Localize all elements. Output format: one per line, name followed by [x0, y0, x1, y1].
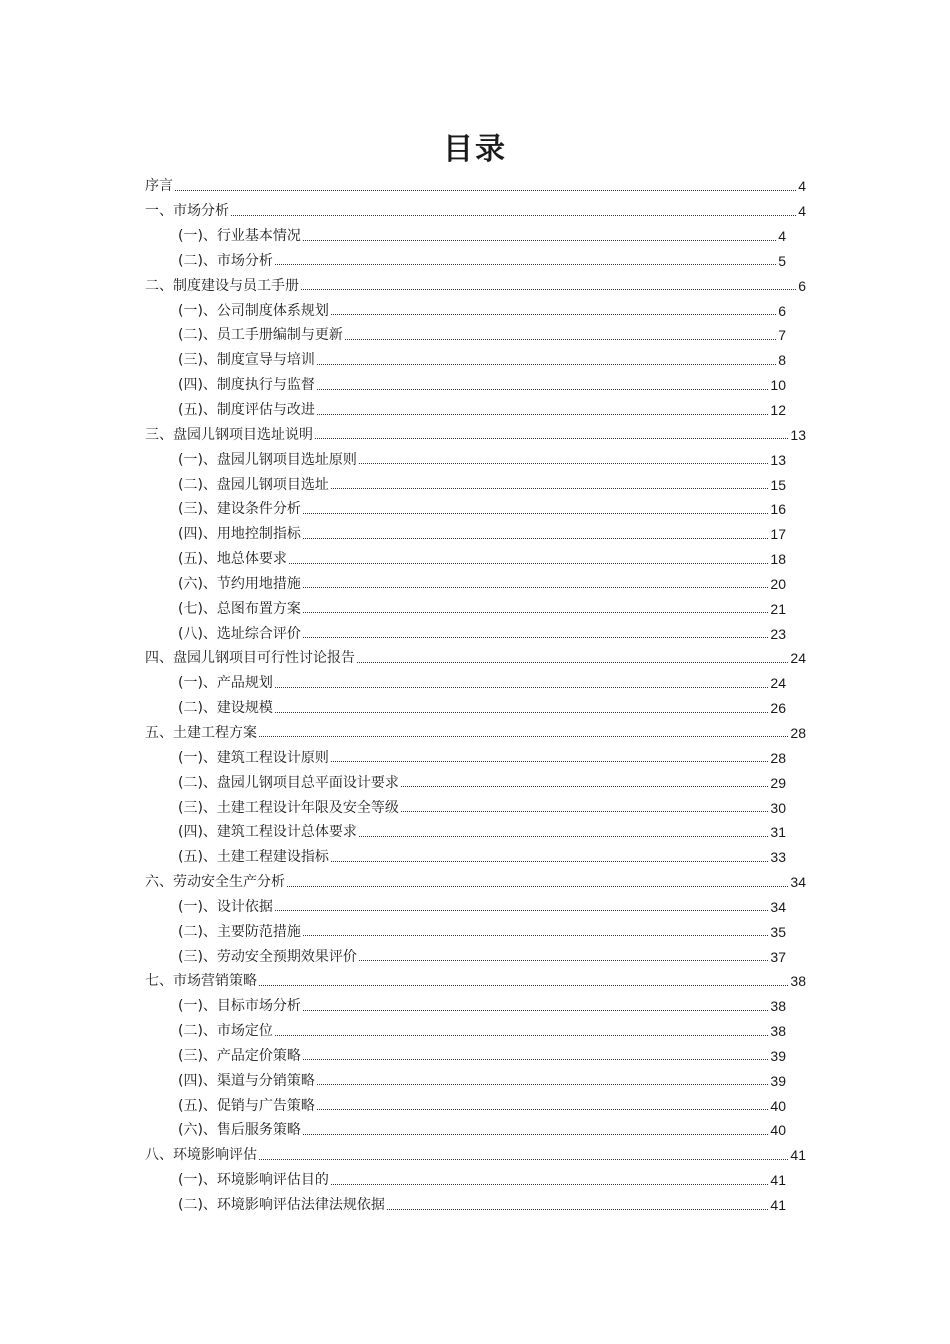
- toc-entry-label: (五)、制度评估与改进: [178, 402, 315, 419]
- toc-entry-page-number: 38: [790, 973, 806, 990]
- dot-leader: [303, 240, 776, 241]
- toc-entry-label: (二)、盘园儿钢项目总平面设计要求: [178, 774, 399, 791]
- dot-leader: [303, 637, 768, 638]
- toc-entry-label: (一)、盘园儿钢项目选址原则: [178, 451, 357, 468]
- dot-leader: [303, 1134, 768, 1135]
- dot-leader: [303, 513, 768, 514]
- toc-section-entry[interactable]: [145, 323, 806, 348]
- toc-entry-label: (三)、产品定价策略: [178, 1047, 301, 1064]
- toc-section-entry[interactable]: [145, 845, 806, 870]
- toc-entry-page-number: 29: [770, 774, 786, 791]
- dot-leader: [331, 488, 768, 489]
- dot-leader: [317, 389, 768, 390]
- toc-entry-label: (二)、市场分析: [178, 252, 273, 269]
- toc-entry-page-number: 8: [778, 352, 786, 369]
- toc-entry-page-number: 34: [770, 898, 786, 915]
- toc-section-entry[interactable]: [145, 1019, 806, 1044]
- toc-entry-page-number: 6: [778, 302, 786, 319]
- toc-entry-label: (五)、地总体要求: [178, 551, 287, 568]
- toc-entry-label: 四、盘园儿钢项目可行性讨论报告: [145, 650, 355, 667]
- toc-entry-page-number: 20: [770, 575, 786, 592]
- toc-entry-page-number: 41: [770, 1172, 786, 1189]
- toc-entry-label: 八、环境影响评估: [145, 1147, 257, 1164]
- toc-section-entry[interactable]: [145, 944, 806, 969]
- toc-section-entry[interactable]: [145, 1118, 806, 1143]
- toc-entry-page-number: 4: [798, 178, 806, 195]
- dot-leader: [317, 1084, 768, 1085]
- toc-entry-label: (五)、促销与广告策略: [178, 1097, 315, 1114]
- toc-entry-label: 序言: [145, 178, 173, 195]
- toc-section-entry[interactable]: [145, 596, 806, 621]
- toc-entry-label: 五、土建工程方案: [145, 724, 257, 741]
- dot-leader: [275, 712, 768, 713]
- dot-leader: [317, 1109, 768, 1110]
- dot-leader: [303, 587, 768, 588]
- toc-entry-label: (一)、设计依据: [178, 898, 273, 915]
- toc-entry-label: (二)、市场定位: [178, 1023, 273, 1040]
- dot-leader: [359, 463, 768, 464]
- toc-entry-label: (一)、环境影响评估目的: [178, 1172, 329, 1189]
- toc-entry-page-number: 31: [770, 824, 786, 841]
- toc-entry-page-number: 4: [798, 203, 806, 220]
- toc-entry-label: (一)、公司制度体系规划: [178, 302, 329, 319]
- dot-leader: [303, 538, 768, 539]
- dot-leader: [259, 736, 788, 737]
- dot-leader: [331, 861, 768, 862]
- toc-entry-label: (一)、建筑工程设计原则: [178, 749, 329, 766]
- dot-leader: [303, 612, 768, 613]
- toc-entry-label: (一)、行业基本情况: [178, 228, 301, 245]
- toc-entry-page-number: 41: [770, 1197, 786, 1214]
- toc-entry-label: 三、盘园儿钢项目选址说明: [145, 426, 313, 443]
- toc-entry-page-number: 13: [790, 426, 806, 443]
- toc-entry-label: (六)、节约用地措施: [178, 575, 301, 592]
- page-title: 目录: [443, 132, 507, 167]
- toc-entry-label: 一、市场分析: [145, 203, 229, 220]
- dot-leader: [331, 314, 776, 315]
- toc-entry-page-number: 24: [770, 675, 786, 692]
- toc-entry-label: (三)、土建工程设计年限及安全等级: [178, 799, 399, 816]
- dot-leader: [401, 811, 768, 812]
- dot-leader: [303, 1010, 768, 1011]
- toc-entry-page-number: 26: [770, 700, 786, 717]
- toc-entry-label: (二)、环境影响评估法律法规依据: [178, 1197, 385, 1214]
- toc-entry-page-number: 34: [790, 874, 806, 891]
- toc-section-entry[interactable]: [145, 919, 806, 944]
- dot-leader: [275, 687, 768, 688]
- toc-section-entry[interactable]: [145, 298, 806, 323]
- toc-entry-page-number: 23: [770, 625, 786, 642]
- toc-section-entry[interactable]: [145, 547, 806, 572]
- toc-section-entry[interactable]: [145, 224, 806, 249]
- dot-leader: [275, 264, 776, 265]
- toc-section-entry[interactable]: [145, 994, 806, 1019]
- toc-entry-label: (一)、产品规划: [178, 675, 273, 692]
- toc-entry-label: (八)、选址综合评价: [178, 625, 301, 642]
- toc-entry-page-number: 39: [770, 1047, 786, 1064]
- toc-entry-label: (四)、建筑工程设计总体要求: [178, 824, 357, 841]
- toc-section-entry[interactable]: [145, 745, 806, 770]
- toc-section-entry[interactable]: [145, 249, 806, 274]
- toc-section-entry[interactable]: [145, 1068, 806, 1093]
- toc-entry-label: (二)、员工手册编制与更新: [178, 327, 343, 344]
- toc-entry-label: (四)、用地控制指标: [178, 526, 301, 543]
- toc-entry-page-number: 38: [770, 1023, 786, 1040]
- toc-chapter-entry[interactable]: [145, 1143, 806, 1168]
- toc-section-entry[interactable]: [145, 472, 806, 497]
- dot-leader: [359, 836, 768, 837]
- toc-entry-page-number: 18: [770, 551, 786, 568]
- toc-entry-page-number: 24: [790, 650, 806, 667]
- toc-entry-label: (三)、劳动安全预期效果评价: [178, 948, 357, 965]
- toc-section-entry[interactable]: [145, 373, 806, 398]
- toc-entry-page-number: 10: [770, 377, 786, 394]
- toc-chapter-entry[interactable]: [145, 174, 806, 199]
- toc-entry-page-number: 13: [770, 451, 786, 468]
- toc-section-entry[interactable]: [145, 348, 806, 373]
- dot-leader: [401, 786, 768, 787]
- toc-entry-label: (二)、建设规模: [178, 700, 273, 717]
- toc-entry-page-number: 40: [770, 1122, 786, 1139]
- toc-entry-page-number: 37: [770, 948, 786, 965]
- toc-section-entry[interactable]: [145, 894, 806, 919]
- dot-leader: [387, 1209, 768, 1210]
- toc-entry-page-number: 39: [770, 1072, 786, 1089]
- toc-entry-page-number: 17: [770, 526, 786, 543]
- toc-entry-label: (四)、制度执行与监督: [178, 377, 315, 394]
- toc-section-entry[interactable]: [145, 1093, 806, 1118]
- toc-entry-label: 六、劳动安全生产分析: [145, 874, 285, 891]
- toc-entry-page-number: 38: [770, 998, 786, 1015]
- toc-section-entry[interactable]: [145, 1168, 806, 1193]
- toc-chapter-entry[interactable]: [145, 422, 806, 447]
- toc-chapter-entry[interactable]: [145, 721, 806, 746]
- toc-entry-label: 二、制度建设与员工手册: [145, 277, 299, 294]
- dot-leader: [345, 339, 776, 340]
- toc-entry-page-number: 5: [778, 252, 786, 269]
- toc-section-entry[interactable]: [145, 671, 806, 696]
- toc-entry-label: 七、市场营销策略: [145, 973, 257, 990]
- toc-section-entry[interactable]: [145, 621, 806, 646]
- toc-entry-label: (四)、渠道与分销策略: [178, 1072, 315, 1089]
- dot-leader: [301, 289, 796, 290]
- dot-leader: [331, 761, 768, 762]
- toc-section-entry[interactable]: [145, 1193, 806, 1218]
- toc-section-entry[interactable]: [145, 522, 806, 547]
- dot-leader: [317, 364, 776, 365]
- dot-leader: [303, 1059, 768, 1060]
- toc-entry-label: (二)、主要防范措施: [178, 923, 301, 940]
- dot-leader: [315, 438, 788, 439]
- toc-section-entry[interactable]: [145, 447, 806, 472]
- toc-section-entry[interactable]: [145, 572, 806, 597]
- dot-leader: [331, 1184, 768, 1185]
- toc-entry-label: (三)、建设条件分析: [178, 501, 301, 518]
- toc-entry-label: (一)、目标市场分析: [178, 998, 301, 1015]
- toc-entry-page-number: 21: [770, 600, 786, 617]
- toc-entry-label: (五)、土建工程建设指标: [178, 849, 329, 866]
- dot-leader: [175, 190, 796, 191]
- toc-section-entry[interactable]: [145, 820, 806, 845]
- toc-section-entry[interactable]: [145, 398, 806, 423]
- toc-section-entry[interactable]: [145, 696, 806, 721]
- dot-leader: [287, 886, 788, 887]
- toc-section-entry[interactable]: [145, 770, 806, 795]
- toc-chapter-entry[interactable]: [145, 870, 806, 895]
- toc-section-entry[interactable]: [145, 497, 806, 522]
- toc-entry-page-number: 33: [770, 849, 786, 866]
- dot-leader: [275, 1035, 768, 1036]
- toc-entry-label: (三)、制度宣导与培训: [178, 352, 315, 369]
- toc-entry-label: (六)、售后服务策略: [178, 1122, 301, 1139]
- toc-entry-page-number: 28: [790, 724, 806, 741]
- dot-leader: [259, 985, 788, 986]
- dot-leader: [231, 215, 796, 216]
- toc-entry-page-number: 12: [770, 402, 786, 419]
- dot-leader: [317, 414, 768, 415]
- toc-entry-page-number: 35: [770, 923, 786, 940]
- toc-entry-label: (七)、总图布置方案: [178, 600, 301, 617]
- dot-leader: [259, 1159, 788, 1160]
- toc-entry-page-number: 41: [790, 1147, 806, 1164]
- toc-chapter-entry[interactable]: [145, 969, 806, 994]
- dot-leader: [275, 910, 768, 911]
- toc-entry-page-number: 30: [770, 799, 786, 816]
- toc-entry-page-number: 28: [770, 749, 786, 766]
- toc-chapter-entry[interactable]: [145, 646, 806, 671]
- toc-section-entry[interactable]: [145, 1044, 806, 1069]
- toc-entry-page-number: 6: [798, 277, 806, 294]
- toc-section-entry[interactable]: [145, 795, 806, 820]
- toc-chapter-entry[interactable]: [145, 199, 806, 224]
- toc-entry-label: (二)、盘园儿钢项目选址: [178, 476, 329, 493]
- dot-leader: [303, 935, 768, 936]
- dot-leader: [289, 563, 768, 564]
- toc-entry-page-number: 4: [778, 228, 786, 245]
- toc-entry-page-number: 7: [778, 327, 786, 344]
- dot-leader: [359, 960, 768, 961]
- toc-entry-page-number: 15: [770, 476, 786, 493]
- dot-leader: [357, 662, 788, 663]
- toc-entry-page-number: 16: [770, 501, 786, 518]
- toc-entry-page-number: 40: [770, 1097, 786, 1114]
- toc-list: [145, 174, 806, 1217]
- toc-chapter-entry[interactable]: [145, 273, 806, 298]
